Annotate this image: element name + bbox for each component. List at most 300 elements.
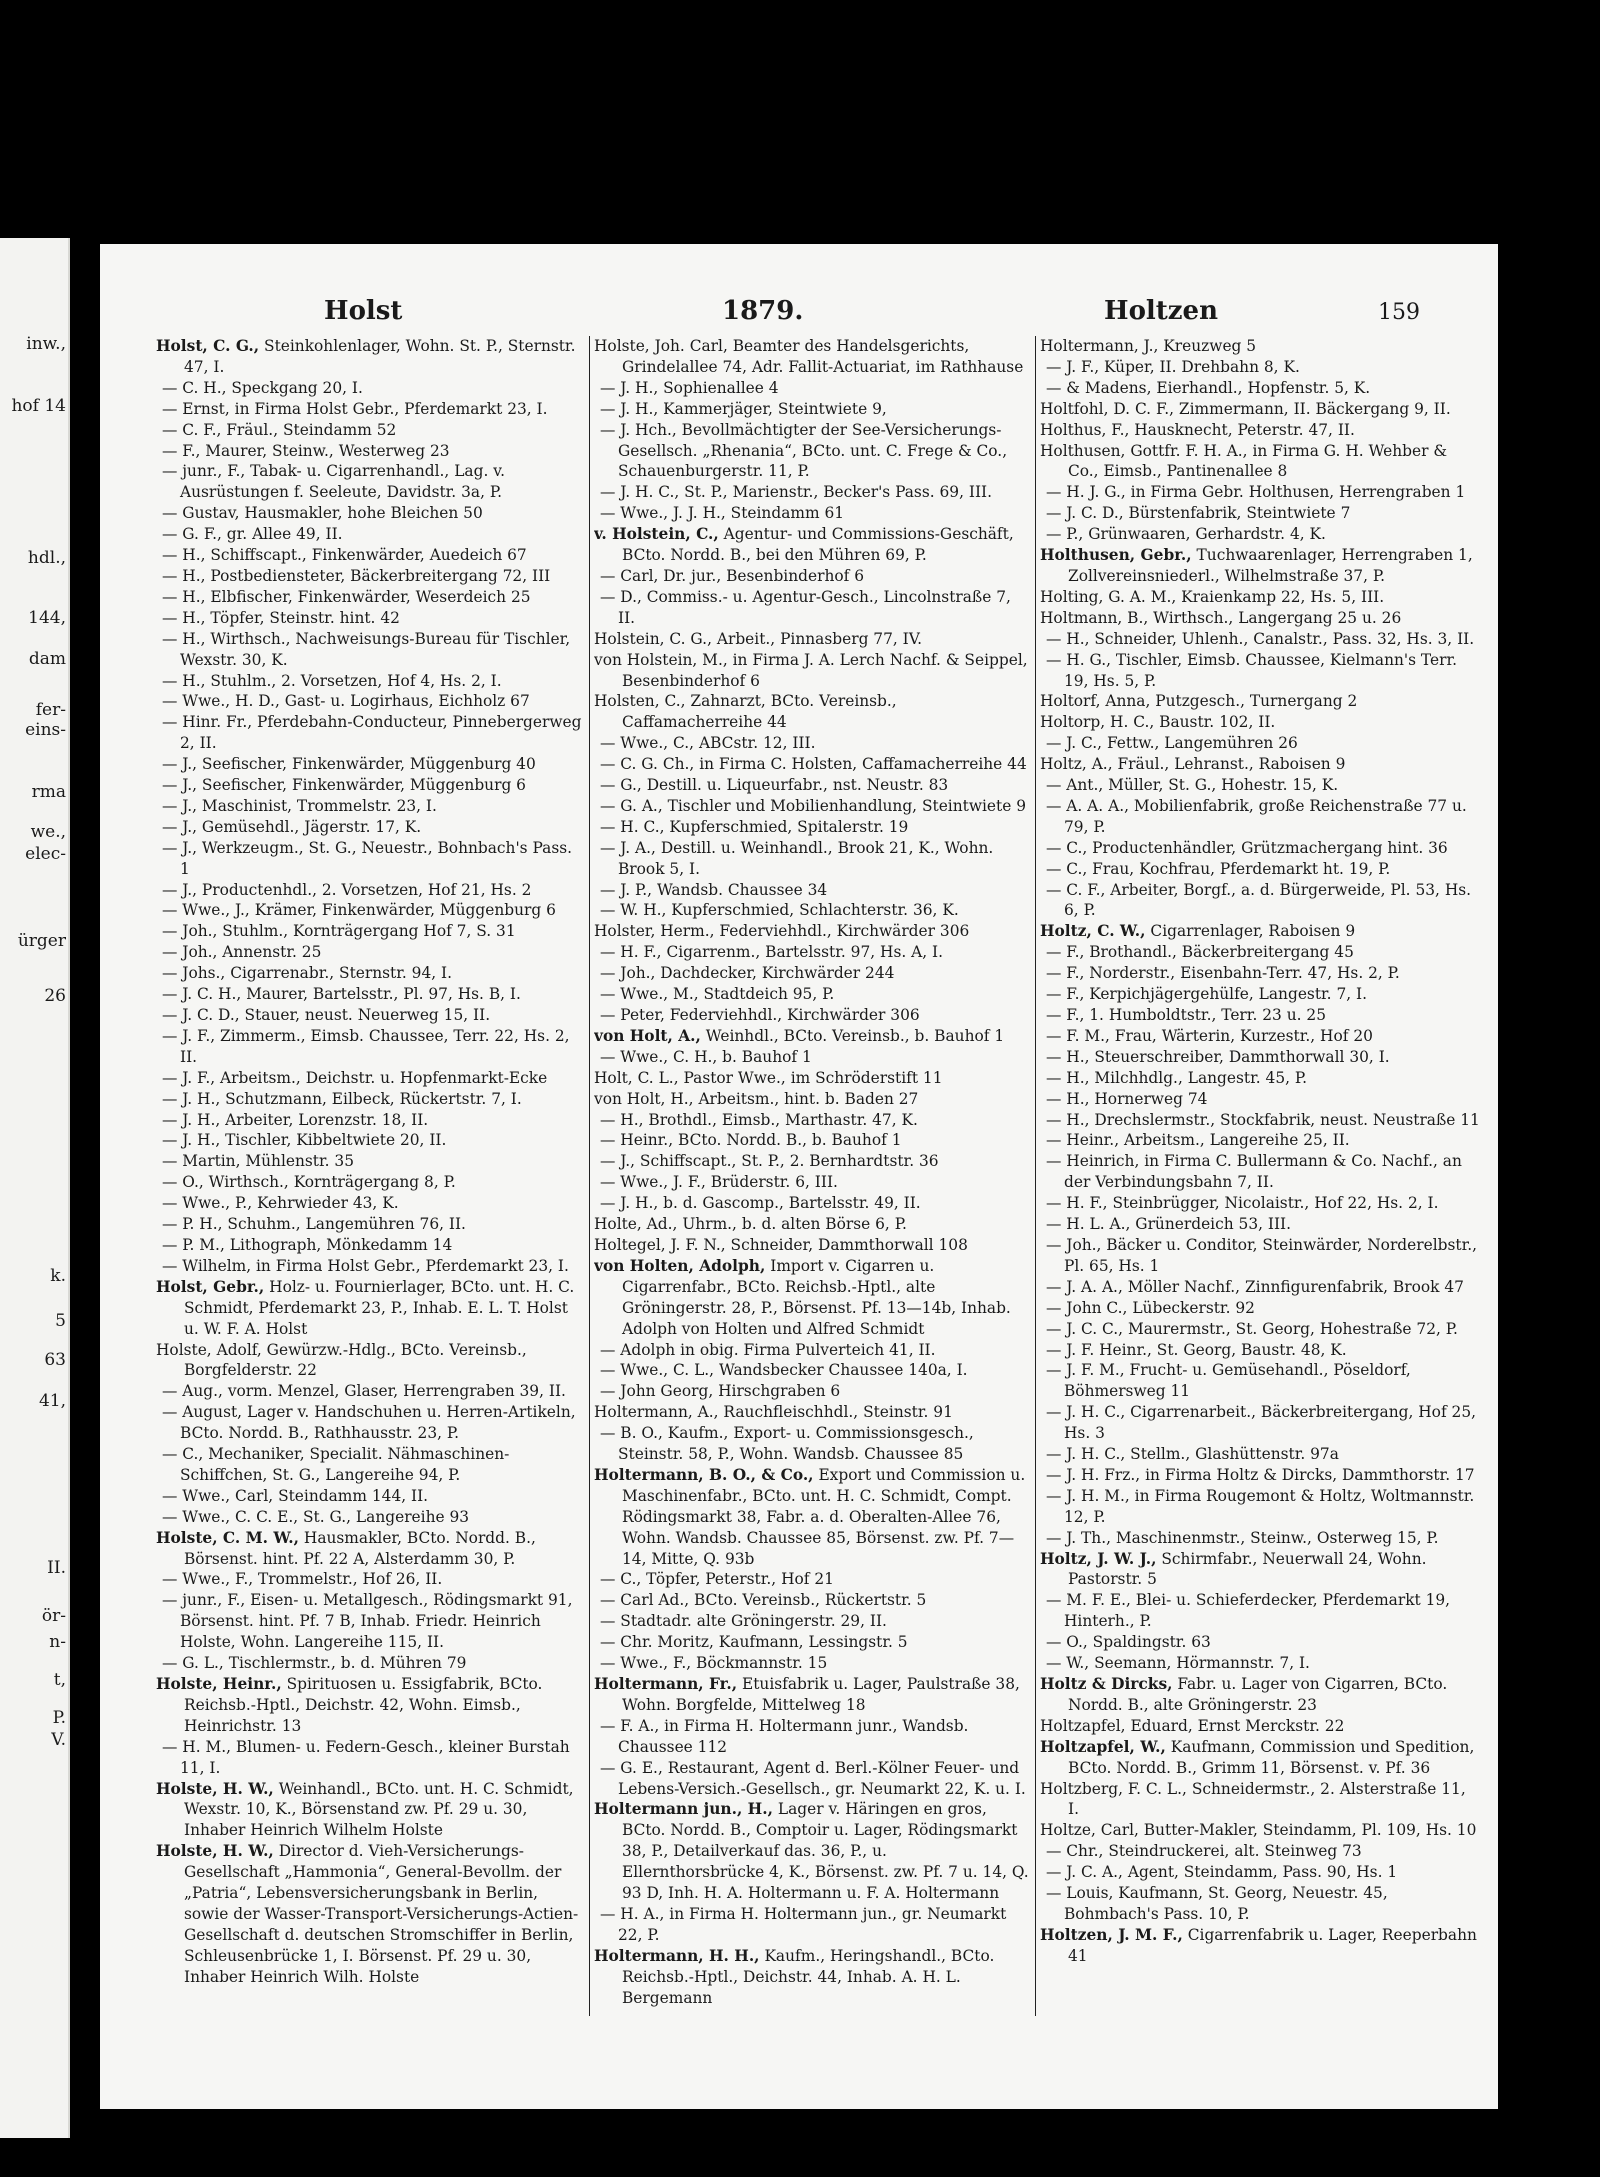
directory-entry xyxy=(594,942,1030,963)
entry-text: Holtz, A., Fräul., Lehranst., Raboisen 9 xyxy=(1040,755,1346,774)
entry-text: — Ernst, in Firma Holst Gebr., Pferdemarkt 23, I. xyxy=(162,399,548,418)
directory-entry xyxy=(1040,942,1480,963)
entry-text: Director d. Vieh-Versicherungs-Gesellschaft „Hammonia“, General-Bevollm. der „Patria“, Lebensversicherungsbank in Berlin, sowie der Wasser-Transport-Versicherungs-Actien-Gesellschaft d. deutschen Stromschiffer in Berlin, Schleusenbrücke 1, I. Börsenst. Pf. 29 u. 30, Inhaber Heinrich Wilh. Holste xyxy=(184,1842,579,1986)
entry-text: — J. F., Küper, II. Drehbahn 8, K. xyxy=(1046,357,1300,376)
header-year: 1879. xyxy=(722,296,804,326)
entry-text: — J., Productenhdl., 2. Vorsetzen, Hof 21, Hs. 2 xyxy=(162,880,532,899)
entry-name-bold: Holtermann, Fr., xyxy=(594,1675,738,1693)
prev-page-fragment: we., xyxy=(30,822,66,842)
entry-text: — H., Steuerschreiber, Dammthorwall 30, I. xyxy=(1046,1047,1390,1066)
prev-page-fragment: 144, xyxy=(28,608,66,628)
directory-entry xyxy=(594,817,1030,838)
directory-entry xyxy=(1040,1005,1480,1026)
directory-entry xyxy=(156,1569,584,1590)
entry-text: — Wwe., C. C. E., St. G., Langereihe 93 xyxy=(162,1507,470,1526)
directory-entry xyxy=(1040,441,1480,483)
directory-entry xyxy=(594,1611,1030,1632)
prev-page-fragment: inw., xyxy=(26,334,66,354)
entry-text: — Heinr., Arbeitsm., Langereihe 25, II. xyxy=(1046,1131,1350,1150)
entry-name-bold: Holtz & Dircks, xyxy=(1040,1675,1173,1693)
entry-name-bold: Holtzen, J. M. F., xyxy=(1040,1925,1183,1944)
entry-text: — H. L. A., Grünerdeich 53, III. xyxy=(1046,1215,1292,1234)
directory-entry xyxy=(1040,378,1480,399)
entry-text: Holster, Herm., Federviehhdl., Kirchwärder 306 xyxy=(594,922,970,941)
directory-entry xyxy=(594,1172,1030,1193)
directory-entry xyxy=(594,1632,1030,1653)
entry-text: Holtegel, J. F. N., Schneider, Dammthorwall 108 xyxy=(594,1235,968,1254)
entry-text: Cigarrenlager, Raboisen 9 xyxy=(1145,922,1356,941)
entry-name-bold: Holste, C. M. W., xyxy=(156,1528,299,1547)
entry-text: Holz- u. Fournierlager, BCto. unt. H. C. Schmidt, Pferdemarkt 23, P., Inhab. E. L. T. Holst u. W. F. A. Holst xyxy=(184,1277,575,1338)
directory-entry xyxy=(1040,1110,1480,1131)
directory-entry xyxy=(1040,1674,1480,1716)
header-right-keyword: Holtzen xyxy=(1104,296,1219,326)
entry-text: — J. H., Sophienallee 4 xyxy=(600,378,779,397)
directory-entry xyxy=(1040,545,1480,587)
directory-entry xyxy=(1040,608,1480,629)
directory-entry xyxy=(594,796,1030,817)
entry-text: — Wwe., C. H., b. Bauhof 1 xyxy=(600,1047,812,1066)
entry-text: Kaufm., Heringshandl., BCto. Reichsb.-Hptl., Deichstr. 44, Inhab. A. H. L. Bergemann xyxy=(622,1946,995,2007)
prev-page-fragment: V. xyxy=(51,1730,66,1750)
entry-text: — J. F., Zimmerm., Eimsb. Chaussee, Terr. 22, Hs. 2, II. xyxy=(162,1026,570,1066)
directory-entry xyxy=(156,1528,584,1570)
entry-text: Holthusen, Gottfr. F. H. A., in Firma G. H. Wehber & Co., Eimsb., Pantinenallee 8 xyxy=(1040,441,1448,481)
entry-text: — P. H., Schuhm., Langemühren 76, II. xyxy=(162,1215,466,1234)
entry-text: — H., Schiffscapt., Finkenwärder, Auedeich 67 xyxy=(162,546,527,565)
entry-name-bold: Holst, C. G., xyxy=(156,337,260,355)
entry-text: — J. C. D., Bürstenfabrik, Steintwiete 7 xyxy=(1046,504,1351,523)
directory-entry xyxy=(156,1256,584,1277)
entry-name-bold: Holtermann, H. H., xyxy=(594,1946,760,1965)
directory-entry xyxy=(594,1653,1030,1674)
directory-entry xyxy=(156,1444,584,1486)
entry-text: — C., Frau, Kochfrau, Pferdemarkt ht. 19, P. xyxy=(1046,859,1391,878)
directory-entry xyxy=(594,880,1030,901)
entry-text: — J. P., Wandsb. Chaussee 34 xyxy=(600,880,828,899)
entry-text: — J., Seefischer, Finkenwärder, Müggenburg 6 xyxy=(162,776,526,795)
entry-text: Holsten, C., Zahnarzt, BCto. Vereinsb., Caffamacherreihe 44 xyxy=(594,692,897,732)
entry-text: — G. A., Tischler und Mobilienhandlung, Steintwiete 9 xyxy=(600,796,1027,815)
directory-entry xyxy=(156,378,584,399)
prev-page-fragment: fer- xyxy=(35,700,66,720)
directory-entry xyxy=(1040,754,1480,775)
directory-entry xyxy=(156,336,584,378)
directory-entry xyxy=(594,1360,1030,1381)
directory-entry xyxy=(1040,587,1480,608)
entry-text: — Wwe., P., Kehrwieder 43, K. xyxy=(162,1194,399,1213)
directory-entry xyxy=(1040,1089,1480,1110)
directory-entry xyxy=(594,1904,1030,1946)
directory-entry xyxy=(156,671,584,692)
entry-text: — Hinr. Fr., Pferdebahn-Conducteur, Pinnebergerweg 2, II. xyxy=(162,713,582,753)
directory-entry xyxy=(156,1214,584,1235)
entry-text: Steinkohlenlager, Wohn. St. P., Sternstr. 47, I. xyxy=(184,337,576,376)
header-left-keyword: Holst xyxy=(324,296,403,326)
entry-name-bold: Holste, H. W., xyxy=(156,1779,274,1798)
entry-text: — C. F., Arbeiter, Borgf., a. d. Bürgerweide, Pl. 53, Hs. 6, P. xyxy=(1046,880,1472,920)
entry-text: Fabr. u. Lager von Cigarren, BCto. Nordd. B., alte Gröningerstr. 23 xyxy=(1068,1675,1448,1714)
entry-text: — H., Brothdl., Eimsb., Marthastr. 47, K. xyxy=(600,1110,918,1129)
directory-entry xyxy=(156,1841,584,1987)
entry-name-bold: von Holten, Adolph, xyxy=(594,1256,766,1275)
entry-text: — J. Hch., Bevollmächtigter der See-Versicherungs-Gesellsch. „Rhenania“, BCto. unt. C. Frege & Co., Schauenburgerstr. 11, P. xyxy=(600,420,1008,481)
directory-entry xyxy=(594,587,1030,629)
entry-text: — Chr. Moritz, Kaufmann, Lessingstr. 5 xyxy=(600,1633,908,1652)
directory-entry xyxy=(594,963,1030,984)
directory-entry xyxy=(1040,1340,1480,1361)
directory-entry xyxy=(594,1465,1030,1570)
directory-entry xyxy=(594,503,1030,524)
directory-entry xyxy=(156,817,584,838)
entry-text: — Chr., Steindruckerei, alt. Steinweg 73 xyxy=(1046,1842,1362,1861)
entry-text: — M. F. E., Blei- u. Schieferdecker, Pferdemarkt 19, Hinterh., P. xyxy=(1046,1591,1451,1631)
entry-text: — Wwe., F., Trommelstr., Hof 26, II. xyxy=(162,1570,443,1589)
entry-text: — H. F., Cigarrenm., Bartelsstr. 97, Hs. A, I. xyxy=(600,943,944,962)
directory-entry xyxy=(594,1799,1030,1904)
directory-entry xyxy=(594,378,1030,399)
directory-entry xyxy=(156,629,584,671)
directory-entry xyxy=(594,1340,1030,1361)
entry-text: — Louis, Kaufmann, St. Georg, Neuestr. 45, Bohmbach's Pass. 10, P. xyxy=(1046,1884,1388,1923)
entry-text: — P., Grünwaaren, Gerhardstr. 4, K. xyxy=(1046,525,1326,544)
entry-text: Schirmfabr., Neuerwall 24, Wohn. Pastorstr. 5 xyxy=(1068,1549,1427,1589)
entry-text: — junr., F., Eisen- u. Metallgesch., Rödingsmarkt 91, Börsenst. hint. Pf. 7 B, Inhab. Friedr. Heinrich Holste, Wohn. Langereihe 115, II. xyxy=(162,1591,573,1652)
page-header xyxy=(100,296,1498,336)
entry-text: — Wwe., C., ABCstr. 12, III. xyxy=(600,734,816,753)
directory-entry xyxy=(156,420,584,441)
directory-entry xyxy=(1040,1277,1480,1298)
directory-entry xyxy=(1040,482,1480,503)
directory-entry xyxy=(1040,1193,1480,1214)
directory-entry xyxy=(156,503,584,524)
entry-text: — J., Werkzeugm., St. G., Neuestr., Bohnbach's Pass. 1 xyxy=(162,838,573,878)
entry-text: — C. G. Ch., in Firma C. Holsten, Caffamacherreihe 44 xyxy=(600,755,1027,774)
directory-page xyxy=(100,244,1498,2109)
directory-entry xyxy=(594,691,1030,733)
entry-text: — J. Th., Maschinenmstr., Steinw., Osterweg 15, P. xyxy=(1046,1528,1439,1547)
directory-entry xyxy=(1040,629,1480,650)
entry-text: Weinhandl., BCto. unt. H. C. Schmidt, Wexstr. 10, K., Börsenstand zw. Pf. 29 u. 30, Inhaber Heinrich Wilhelm Holste xyxy=(184,1779,574,1840)
directory-entry xyxy=(156,461,584,503)
entry-text: — H., Elbfischer, Finkenwärder, Weserdeich 25 xyxy=(162,587,531,606)
entry-text: — F., Kerpichjägergehülfe, Langestr. 7, I. xyxy=(1046,985,1368,1004)
entry-text: — J. C., Fettw., Langemühren 26 xyxy=(1046,734,1298,753)
entry-text: — J. C. H., Maurer, Bartelsstr., Pl. 97, Hs. B, I. xyxy=(162,985,521,1004)
directory-entry xyxy=(156,587,584,608)
entry-text: Agentur- und Commissions-Geschäft, BCto. Nordd. B., bei den Mühren 69, P. xyxy=(622,525,1014,565)
directory-entry xyxy=(594,900,1030,921)
entry-name-bold: Holthusen, Gebr., xyxy=(1040,546,1192,565)
entry-text: — H. J. G., in Firma Gebr. Holthusen, Herrengraben 1 xyxy=(1046,483,1466,502)
directory-entry xyxy=(1040,1214,1480,1235)
entry-text: — B. O., Kaufm., Export- u. Commissionsgesch., Steinstr. 58, P., Wohn. Wandsb. Chaussee 85 xyxy=(600,1424,974,1464)
directory-entry xyxy=(1040,691,1480,712)
directory-entry xyxy=(594,566,1030,587)
entry-text: — J., Gemüsehdl., Jägerstr. 17, K. xyxy=(162,817,422,836)
directory-entry xyxy=(1040,524,1480,545)
directory-entry xyxy=(594,336,1030,378)
directory-entry xyxy=(156,880,584,901)
entry-text: — John C., Lübeckerstr. 92 xyxy=(1046,1298,1255,1317)
entry-text: — Adolph in obig. Firma Pulverteich 41, II. xyxy=(600,1340,936,1359)
entry-text: — C. H., Speckgang 20, I. xyxy=(162,378,363,397)
entry-text: Hausmakler, BCto. Nordd. B., Börsenst. hint. Pf. 22 A, Alsterdamm 30, P. xyxy=(184,1528,536,1568)
entry-text: — J. C. D., Stauer, neust. Neuerweg 15, II. xyxy=(162,1006,491,1024)
directory-entry xyxy=(1040,1590,1480,1632)
directory-entry xyxy=(594,1047,1030,1068)
directory-entry xyxy=(594,1256,1030,1340)
entry-text: — J. H. C., St. P., Marienstr., Becker's Pass. 69, III. xyxy=(600,483,993,502)
entry-text: — J. H. Frz., in Firma Holtz & Dircks, Dammthorstr. 17 xyxy=(1046,1465,1475,1484)
directory-entry xyxy=(1040,503,1480,524)
prev-page-fragment: II. xyxy=(47,1558,66,1578)
directory-entry xyxy=(594,629,1030,650)
entry-text: — F., 1. Humboldtstr., Terr. 23 u. 25 xyxy=(1046,1006,1326,1024)
entry-name-bold: Holtz, J. W. J., xyxy=(1040,1549,1157,1568)
directory-entry xyxy=(156,1486,584,1507)
entry-text: — O., Spaldingstr. 63 xyxy=(1046,1633,1211,1652)
directory-entry xyxy=(156,754,584,775)
directory-entry xyxy=(594,399,1030,420)
entry-text: — C., Töpfer, Peterstr., Hof 21 xyxy=(600,1570,834,1589)
entry-text: Holtfohl, D. C. F., Zimmermann, II. Bäckergang 9, II. xyxy=(1040,399,1451,418)
entry-text: Weinhdl., BCto. Vereinsb., b. Bauhof 1 xyxy=(700,1026,1005,1045)
prev-page-fragment: k. xyxy=(50,1266,66,1286)
directory-entry xyxy=(156,838,584,880)
previous-page-edge xyxy=(0,238,70,2138)
prev-page-fragment: 5 xyxy=(55,1311,66,1331)
prev-page-fragment: n- xyxy=(49,1632,66,1652)
directory-entry xyxy=(594,1674,1030,1716)
entry-text: — Johs., Cigarrenabr., Sternstr. 94, I. xyxy=(162,964,453,983)
directory-entry xyxy=(594,420,1030,483)
prev-page-fragment: 41, xyxy=(38,1391,66,1411)
directory-entry xyxy=(594,1068,1030,1089)
entry-text: — H., Stuhlm., 2. Vorsetzen, Hof 4, Hs. 2, I. xyxy=(162,671,502,690)
directory-entry xyxy=(1040,1486,1480,1528)
prev-page-fragment: hdl., xyxy=(27,548,66,568)
directory-entry xyxy=(156,1737,584,1779)
directory-entry xyxy=(594,650,1030,692)
entry-text: — Joh., Stuhlm., Kornträgergang Hof 7, S. 31 xyxy=(162,922,516,941)
directory-entry xyxy=(1040,357,1480,378)
entry-text: — C., Mechaniker, Specialit. Nähmaschinen-Schiffchen, St. G., Langereihe 94, P. xyxy=(162,1445,510,1484)
entry-text: — J. H., Tischler, Kibbeltwiete 20, II. xyxy=(162,1131,447,1150)
entry-text: Import v. Cigarren u. Cigarrenfabr., BCto. Reichsb.-Hptl., alte Gröningerstr. 28, P., Börsenst. Pf. 13—14b, Inhab. Adolph von Holten und Alfred Schmidt xyxy=(622,1256,1011,1338)
entry-text: Export und Commission u. Maschinenfabr., BCto. unt. H. C. Schmidt, Compt. Rödingsmarkt 38, Fabr. a. d. Oberalten-Allee 76, Wohn. Wandsb. Chaussee 85, Börsenst. zw. Pf. 7—14, Mitte, Q. 93b xyxy=(622,1465,1026,1568)
directory-entry xyxy=(156,1110,584,1131)
entry-name-bold: Holst, Gebr., xyxy=(156,1277,265,1296)
directory-entry xyxy=(1040,1068,1480,1089)
entry-text: — J. A., Destill. u. Weinhandl., Brook 21, K., Wohn. Brook 5, I. xyxy=(600,838,994,878)
directory-entry xyxy=(1040,1883,1480,1925)
directory-entry xyxy=(1040,1298,1480,1319)
directory-entry xyxy=(1040,650,1480,692)
entry-text: Holte, Ad., Uhrm., b. d. alten Börse 6, P. xyxy=(594,1215,907,1234)
entry-text: — J., Seefischer, Finkenwärder, Müggenburg 40 xyxy=(162,755,536,774)
directory-entry xyxy=(1040,1151,1480,1193)
directory-entry xyxy=(594,1110,1030,1131)
entry-name-bold: v. Holstein, C., xyxy=(594,525,719,544)
directory-entry xyxy=(594,1151,1030,1172)
entry-text: Holtzapfel, Eduard, Ernst Merckstr. 22 xyxy=(1040,1716,1345,1735)
directory-entry xyxy=(1040,1047,1480,1068)
entry-text: Holtze, Carl, Butter-Makler, Steindamm, Pl. 109, Hs. 10 xyxy=(1040,1821,1477,1840)
entry-text: — Ant., Müller, St. G., Hohestr. 15, K. xyxy=(1046,776,1339,795)
entry-text: — O., Wirthsch., Kornträgergang 8, P. xyxy=(162,1173,456,1192)
directory-entry xyxy=(1040,733,1480,754)
entry-text: — Aug., vorm. Menzel, Glaser, Herrengraben 39, II. xyxy=(162,1382,566,1401)
directory-entry xyxy=(594,838,1030,880)
directory-entry xyxy=(594,1235,1030,1256)
entry-text: — F., Norderstr., Eisenbahn-Terr. 47, Hs. 2, P. xyxy=(1046,964,1400,983)
entry-name-bold: Holtermann, B. O., & Co., xyxy=(594,1465,814,1484)
entry-text: — H. A., in Firma H. Holtermann jun., gr. Neumarkt 22, P. xyxy=(600,1904,1007,1944)
directory-entry xyxy=(594,754,1030,775)
entry-text: — H. G., Tischler, Eimsb. Chaussee, Kielmann's Terr. 19, Hs. 5, P. xyxy=(1046,650,1458,690)
entry-text: — Stadtadr. alte Gröningerstr. 29, II. xyxy=(600,1612,887,1631)
directory-entry xyxy=(1040,1862,1480,1883)
entry-text: Holste, Joh. Carl, Beamter des Handelsgerichts, Grindelallee 74, Adr. Fallit-Actuariat, im Rathhause xyxy=(594,337,1024,376)
directory-entry xyxy=(594,775,1030,796)
entry-text: — G. F., gr. Allee 49, II. xyxy=(162,525,343,544)
prev-page-fragment: rma xyxy=(31,782,66,802)
directory-entry xyxy=(156,1172,584,1193)
entry-text: — W., Seemann, Hörmannstr. 7, I. xyxy=(1046,1654,1310,1673)
directory-entry xyxy=(156,1277,584,1340)
entry-name-bold: Holste, Heinr., xyxy=(156,1675,282,1693)
column-divider xyxy=(589,336,590,2016)
directory-entry xyxy=(156,921,584,942)
directory-entry xyxy=(594,921,1030,942)
entry-text: — J. H., Schutzmann, Eilbeck, Rückertstr. 7, I. xyxy=(162,1089,522,1108)
entry-text: — Carl Ad., BCto. Vereinsb., Rückertstr. 5 xyxy=(600,1591,927,1610)
directory-entry xyxy=(156,1340,584,1382)
directory-entry xyxy=(156,796,584,817)
directory-entry xyxy=(1040,963,1480,984)
directory-entry xyxy=(1040,1779,1480,1821)
entry-text: — August, Lager v. Handschuhen u. Herren-Artikeln, BCto. Nordd. B., Rathhausstr. 23, P. xyxy=(162,1403,576,1443)
entry-text: Holthus, F., Hausknecht, Peterstr. 47, II. xyxy=(1040,420,1355,439)
directory-entry xyxy=(594,1423,1030,1465)
entry-name-bold: von Holt, A., xyxy=(594,1026,701,1045)
directory-entry xyxy=(1040,399,1480,420)
entry-text: Cigarrenfabrik u. Lager, Reeperbahn 41 xyxy=(1068,1925,1477,1965)
entry-text: — H., Milchhdlg., Langestr. 45, P. xyxy=(1046,1068,1308,1087)
directory-entry xyxy=(156,963,584,984)
entry-text: — J. F., Arbeitsm., Deichstr. u. Hopfenmarkt-Ecke xyxy=(162,1068,548,1087)
directory-entry xyxy=(594,1026,1030,1047)
directory-entry xyxy=(156,712,584,754)
entry-text: Holtzberg, F. C. L., Schneidermstr., 2. Alsterstraße 11, I. xyxy=(1040,1779,1466,1819)
entry-text: Lager v. Häringen en gros, BCto. Nordd. B., Comptoir u. Lager, Rödingsmarkt 38, P., Detailverkauf das. 36, P., u. Ellernthorsbrücke 4, K., Börsenst. zw. Pf. 7 u. 14, Q. 93 D, Inh. H. A. Holtermann u. F. A. Holtermann xyxy=(622,1800,1029,1903)
entry-text: — Wwe., C. L., Wandsbecker Chaussee 140a, I. xyxy=(600,1361,968,1380)
prev-page-fragment: dam xyxy=(28,649,66,669)
directory-entry xyxy=(156,1507,584,1528)
entry-text: — H., Wirthsch., Nachweisungs-Bureau für Tischler, Wexstr. 30, K. xyxy=(162,629,571,669)
entry-text: — & Madens, Eierhandl., Hopfenstr. 5, K. xyxy=(1046,378,1371,397)
directory-entry xyxy=(1040,712,1480,733)
directory-entry xyxy=(1040,1026,1480,1047)
directory-entry xyxy=(594,1193,1030,1214)
entry-text: — F., Maurer, Steinw., Westerweg 23 xyxy=(162,441,450,460)
prev-page-fragment: ürger xyxy=(17,931,66,951)
entry-text: Holtermann, A., Rauchfleischhdl., Steinstr. 91 xyxy=(594,1403,953,1422)
entry-name-bold: Holste, H. W., xyxy=(156,1842,274,1861)
directory-entry xyxy=(594,1214,1030,1235)
prev-page-fragment: ör- xyxy=(41,1606,66,1626)
directory-entry xyxy=(156,900,584,921)
entry-text: — Martin, Mühlenstr. 35 xyxy=(162,1152,355,1171)
directory-entry xyxy=(1040,1549,1480,1591)
entry-text: — Joh., Annenstr. 25 xyxy=(162,943,322,962)
directory-entry xyxy=(1040,838,1480,859)
directory-entry xyxy=(1040,1653,1480,1674)
entry-text: — J. H. C., Cigarrenarbeit., Bäckerbreitergang, Hof 25, Hs. 3 xyxy=(1046,1403,1477,1443)
entry-text: Tuchwaarenlager, Herrengraben 1, Zollvereinsniederl., Wilhelmstraße 37, P. xyxy=(1068,546,1473,585)
entry-text: — H., Drechslermstr., Stockfabrik, neust. Neustraße 11 xyxy=(1046,1110,1480,1129)
directory-entry xyxy=(594,1758,1030,1800)
entry-text: — C., Productenhändler, Grützmachergang hint. 36 xyxy=(1046,838,1448,857)
directory-entry xyxy=(156,1151,584,1172)
directory-entry xyxy=(156,1193,584,1214)
directory-entry xyxy=(156,942,584,963)
entry-name-bold: Holtzapfel, W., xyxy=(1040,1737,1166,1756)
directory-entry xyxy=(1040,1360,1480,1402)
entry-text: Holtermann, J., Kreuzweg 5 xyxy=(1040,337,1257,355)
directory-entry xyxy=(1040,880,1480,922)
directory-entry xyxy=(156,1235,584,1256)
entry-text: — John Georg, Hirschgraben 6 xyxy=(600,1382,841,1401)
entry-text: — Heinr., BCto. Nordd. B., b. Bauhof 1 xyxy=(600,1131,902,1150)
directory-entry xyxy=(156,1089,584,1110)
entry-text: Holtorp, H. C., Baustr. 102, II. xyxy=(1040,713,1276,732)
directory-entry xyxy=(156,399,584,420)
directory-entry xyxy=(594,1130,1030,1151)
directory-entry xyxy=(1040,859,1480,880)
entry-text: — H. M., Blumen- u. Federn-Gesch., kleiner Burstah 11, I. xyxy=(162,1737,570,1777)
page-number: 159 xyxy=(1378,300,1420,325)
directory-entry xyxy=(594,1089,1030,1110)
entry-text: — Joh., Bäcker u. Conditor, Steinwärder, Norderelbstr., Pl. 65, Hs. 1 xyxy=(1046,1235,1478,1275)
entry-text: — A. A. A., Mobilienfabrik, große Reichenstraße 77 u. 79, P. xyxy=(1046,796,1467,836)
entry-text: — J. H., b. d. Gascomp., Bartelsstr. 49, II. xyxy=(600,1194,921,1213)
entry-text: Spirituosen u. Essigfabrik, BCto. Reichsb.-Hptl., Deichstr. 42, Wohn. Eimsb., Heinrichstr. 13 xyxy=(184,1675,543,1735)
entry-text: — C. F., Fräul., Steindamm 52 xyxy=(162,420,397,439)
entry-text: — H., Töpfer, Steinstr. hint. 42 xyxy=(162,608,400,627)
directory-entry xyxy=(1040,1130,1480,1151)
directory-column-1 xyxy=(156,336,584,2026)
entry-text: — F. M., Frau, Wärterin, Kurzestr., Hof 20 xyxy=(1046,1026,1373,1045)
directory-entry xyxy=(1040,1402,1480,1444)
directory-column-2 xyxy=(594,336,1030,2026)
entry-text: — P. M., Lithograph, Mönkedamm 14 xyxy=(162,1235,453,1254)
entry-text: — Joh., Dachdecker, Kirchwärder 244 xyxy=(600,964,895,983)
entry-text: — J. H. C., Stellm., Glashüttenstr. 97a xyxy=(1046,1445,1339,1464)
entry-text: — junr., F., Tabak- u. Cigarrenhandl., Lag. v. Ausrüstungen f. Seeleute, Davidstr. 3a, P. xyxy=(162,462,506,502)
prev-page-fragment: eins- xyxy=(25,720,66,740)
entry-text: Kaufmann, Commission und Spedition, BCto. Nordd. B., Grimm 11, Börsenst. v. Pf. 36 xyxy=(1068,1737,1475,1777)
entry-text: — J. H. M., in Firma Rougemont & Holtz, Woltmannstr. 12, P. xyxy=(1046,1486,1475,1526)
directory-entry xyxy=(594,1402,1030,1423)
directory-entry xyxy=(156,984,584,1005)
directory-entry xyxy=(1040,921,1480,942)
entry-text: Holting, G. A. M., Kraienkamp 22, Hs. 5, III. xyxy=(1040,587,1385,606)
entry-text: — Gustav, Hausmakler, hohe Bleichen 50 xyxy=(162,504,483,523)
directory-entry xyxy=(156,441,584,462)
entry-text: Holtorf, Anna, Putzgesch., Turnergang 2 xyxy=(1040,692,1358,711)
